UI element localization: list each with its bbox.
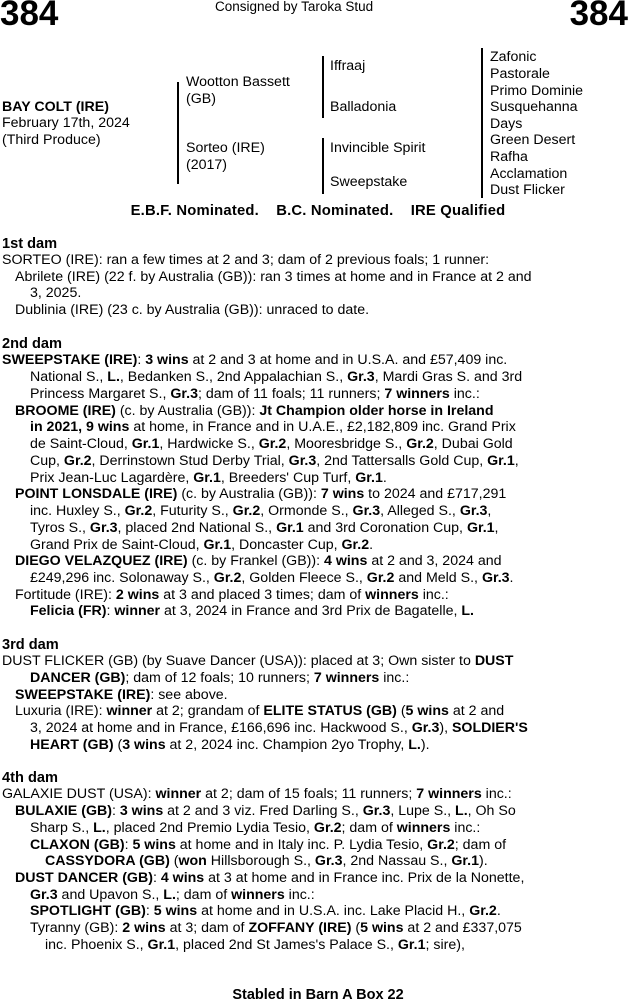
dam-name: Sorteo (IRE) — [186, 140, 265, 156]
gen4-3: Primo Dominie — [490, 83, 584, 99]
dam1-line: Abrilete (IRE) (22 f. by Australia (GB)): ran 3 times at home and in France at 2 and — [15, 269, 532, 285]
horse-description: BAY COLT (IRE) — [2, 99, 109, 115]
dam-year: (2017) — [186, 157, 228, 173]
section-third-dam: 3rd dam — [2, 637, 59, 653]
consignor: Consigned by Taroka Stud — [215, 0, 374, 14]
dam3-line: 3, 2024 at home and in France, £166,696 inc. Hackwood S., Gr.3), SOLDIER'S — [30, 720, 528, 736]
stabling-info: Stabled in Barn A Box 22 — [232, 987, 404, 1003]
gen4-9: Dust Flicker — [490, 182, 565, 198]
sire-country: (GB) — [186, 91, 216, 107]
dam2-line: BROOME (IRE) (c. by Australia (GB)): Jt Champion older horse in Ireland — [15, 403, 494, 419]
sire-name: Wootton Bassett — [186, 74, 290, 90]
gen4-8: Acclamation — [490, 166, 568, 182]
dam3-line: DUST FLICKER (GB) (by Suave Dancer (USA)): placed at 3; Own sister to DUST — [2, 653, 514, 669]
dam2-line: Fortitude (IRE): 2 wins at 3 and placed 3 times; dam of winners inc.: — [15, 587, 449, 603]
dam1-line: 3, 2025. — [30, 285, 82, 301]
dam2-line: SWEEPSTAKE (IRE): 3 wins at 2 and 3 at home and in U.S.A. and £57,409 inc. — [2, 352, 508, 368]
dam-dam: Sweepstake — [330, 174, 408, 190]
dam2-line: inc. Huxley S., Gr.2, Futurity S., Gr.2, Ormonde S., Gr.3, Alleged S., Gr.3, — [30, 503, 492, 519]
dam4-line: inc. Phoenix S., Gr.1, placed 2nd St James's Palace S., Gr.1; sire), — [45, 937, 465, 953]
sire-sire: Iffraaj — [330, 58, 366, 74]
dam2-line: £249,296 inc. Solonaway S., Gr.2, Golden Fleece S., Gr.2 and Meld S., Gr.3. — [30, 570, 514, 586]
pedigree-line-2b — [322, 138, 324, 194]
dam4-line: Gr.3 and Upavon S., L.; dam of winners inc.: — [30, 887, 315, 903]
dam2-line: National S., L., Bedanken S., 2nd Appalachian S., Gr.3, Mardi Gras S. and 3rd — [30, 369, 523, 385]
gen4-5: Days — [490, 116, 523, 132]
dam2-line: POINT LONSDALE (IRE) (c. by Australia (GB)): 7 wins to 2024 and £717,291 — [15, 486, 507, 502]
dam1-line: Dublinia (IRE) (23 c. by Australia (GB)): unraced to date. — [15, 302, 370, 318]
pedigree-line-1 — [177, 82, 179, 184]
dam3-line: Luxuria (IRE): winner at 2; grandam of ELITE STATUS (GB) (5 wins at 2 and — [15, 703, 505, 719]
dam3-line: SWEEPSTAKE (IRE): see above. — [15, 687, 228, 703]
dam3-line: HEART (GB) (3 wins at 2, 2024 inc. Champion 2yo Trophy, L.). — [30, 737, 430, 753]
lot-number-left: 384 — [0, 0, 59, 33]
foaling-date: February 17th, 2024 — [2, 115, 130, 131]
dam1-line: SORTEO (IRE): ran a few times at 2 and 3; dam of 2 previous foals; 1 runner: — [2, 252, 490, 268]
dam4-line: Tyranny (GB): 2 wins at 3; dam of ZOFFANY (IRE) (5 wins at 2 and £337,075 — [30, 920, 522, 936]
dam-sire: Invincible Spirit — [330, 140, 426, 156]
dam2-line: Felicia (FR): winner at 3, 2024 in France and 3rd Prix de Bagatelle, L. — [30, 603, 474, 619]
lot-number-right: 384 — [569, 0, 628, 33]
section-fourth-dam: 4th dam — [2, 770, 58, 786]
section-second-dam: 2nd dam — [2, 336, 63, 352]
gen4-7: Rafha — [490, 149, 528, 165]
dam2-line: in 2021, 9 wins at home, in France and in U.A.E., £2,182,809 inc. Grand Prix — [30, 419, 516, 435]
dam4-line: GALAXIE DUST (USA): winner at 2; dam of 15 foals; 11 runners; 7 winners inc.: — [2, 786, 512, 802]
dam4-line: CASSYDORA (GB) (won Hillsborough S., Gr.3, 2nd Nassau S., Gr.1). — [45, 853, 488, 869]
pedigree-line-2a — [322, 56, 324, 118]
gen4-2: Pastorale — [490, 66, 550, 82]
pedigree-line-3 — [481, 48, 483, 198]
gen4-6: Green Desert — [490, 132, 576, 148]
dam4-line: CLAXON (GB): 5 wins at home and in Italy inc. P. Lydia Tesio, Gr.2; dam of — [30, 837, 507, 853]
dam2-line: Princess Margaret S., Gr.3; dam of 11 foals; 11 runners; 7 winners inc.: — [30, 386, 480, 402]
dam2-line: Grand Prix de Saint-Cloud, Gr.1, Doncaster Cup, Gr.2. — [30, 537, 374, 553]
dam2-line: DIEGO VELAZQUEZ (IRE) (c. by Frankel (GB)): 4 wins at 2 and 3, 2024 and — [15, 553, 502, 569]
dam2-line: Prix Jean-Luc Lagardère, Gr.1, Breeders' Cup Turf, Gr.1. — [30, 470, 387, 486]
gen4-4: Susquehanna — [490, 99, 578, 115]
nominations: E.B.F. Nominated. B.C. Nominated. IRE Qualified — [130, 203, 506, 219]
dam4-line: Sharp S., L., placed 2nd Premio Lydia Tesio, Gr.2; dam of winners inc.: — [30, 820, 481, 836]
dam4-line: SPOTLIGHT (GB): 5 wins at home and in U.S.A. inc. Lake Placid H., Gr.2. — [30, 903, 501, 919]
dam2-line: de Saint-Cloud, Gr.1, Hardwicke S., Gr.2, Mooresbridge S., Gr.2, Dubai Gold — [30, 436, 513, 452]
dam2-line: Tyros S., Gr.3, placed 2nd National S., Gr.1 and 3rd Coronation Cup, Gr.1, — [30, 520, 499, 536]
sire-dam: Balladonia — [330, 99, 397, 115]
dam3-line: DANCER (GB); dam of 12 foals; 10 runners; 7 winners inc.: — [30, 670, 410, 686]
section-first-dam: 1st dam — [2, 236, 58, 252]
dam4-line: DUST DANCER (GB): 4 wins at 3 at home and in France inc. Prix de la Nonette, — [15, 870, 525, 886]
produce-number: (Third Produce) — [2, 132, 101, 148]
dam2-line: Cup, Gr.2, Derrinstown Stud Derby Trial, Gr.3, 2nd Tattersalls Gold Cup, Gr.1, — [30, 453, 519, 469]
gen4-1: Zafonic — [490, 49, 537, 65]
dam4-line: BULAXIE (GB): 3 wins at 2 and 3 viz. Fred Darling S., Gr.3, Lupe S., L., Oh So — [15, 803, 516, 819]
